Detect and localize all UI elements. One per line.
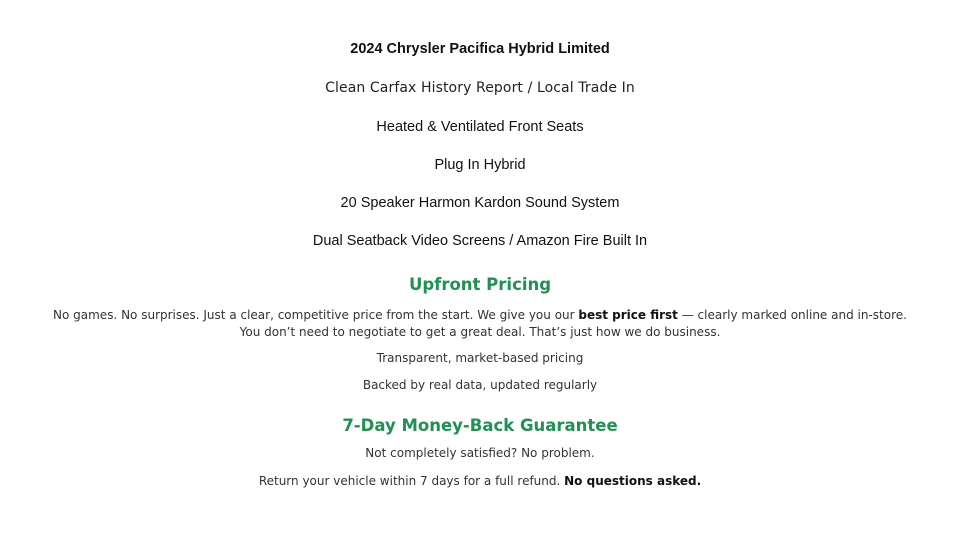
guarantee-line: Not completely satisfied? No problem. <box>365 446 595 460</box>
pricing-point: Transparent, market-based pricing <box>376 351 584 365</box>
paragraph-text: — clearly marked online and in-store. You don’t need to negotiate to get a great deal. That’s just how we do business. <box>239 308 907 339</box>
upfront-pricing-paragraph <box>0 307 960 341</box>
feature-item: 20 Speaker Harmon Kardon Sound System <box>340 195 620 211</box>
guarantee-line <box>0 474 960 488</box>
feature-item: Heated & Ventilated Front Seats <box>376 119 584 135</box>
vehicle-title: 2024 Chrysler Pacifica Hybrid Limited <box>350 41 610 57</box>
paragraph-bold-text: best price first <box>578 308 678 322</box>
feature-item: Dual Seatback Video Screens / Amazon Fire Built In <box>312 233 648 249</box>
feature-item: Plug In Hybrid <box>434 157 526 173</box>
vehicle-subtitle: Clean Carfax History Report / Local Trade In <box>325 80 635 96</box>
upfront-pricing-heading: Upfront Pricing <box>408 275 552 294</box>
guarantee-heading: 7-Day Money-Back Guarantee <box>342 416 618 435</box>
guarantee-text: Return your vehicle within 7 days for a full refund. <box>258 474 565 488</box>
guarantee-bold-text: No questions asked. <box>564 474 702 488</box>
paragraph-text: No games. No surprises. Just a clear, competitive price from the start. We give you our <box>53 308 579 322</box>
pricing-point: Backed by real data, updated regularly <box>362 378 598 392</box>
